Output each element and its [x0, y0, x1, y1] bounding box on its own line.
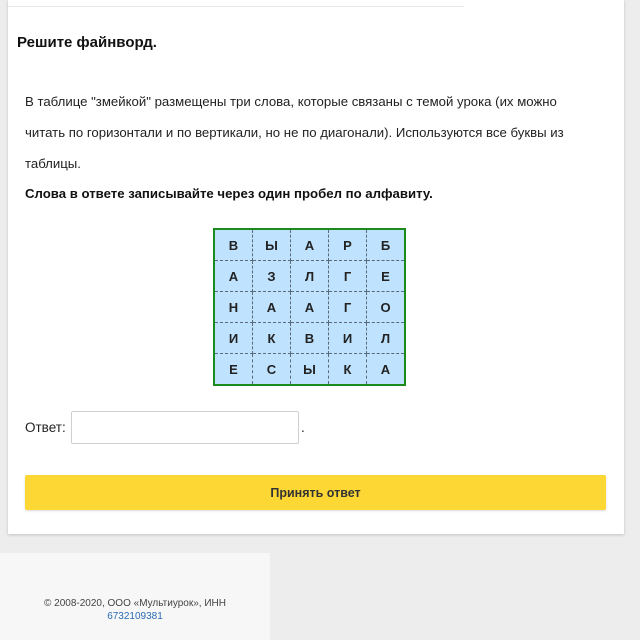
grid-cell: В — [214, 229, 253, 261]
grid-cell: А — [214, 261, 253, 292]
footer-copyright: © 2008-2020, ООО «Мультиурок», ИНН — [44, 598, 226, 609]
answer-label: Ответ: — [25, 420, 66, 435]
grid-cell: К — [329, 354, 367, 386]
footer — [0, 553, 270, 640]
grid-cell: В — [291, 323, 329, 354]
grid-row — [214, 292, 405, 323]
answer-suffix: . — [301, 420, 305, 435]
grid-cell: Л — [367, 323, 406, 354]
grid-cell: Н — [214, 292, 253, 323]
task-description: В таблице "змейкой" размещены три слова, которые связаны с темой урока (их можно читать по горизонтали и по вертикали, но не по диагонали). Используются все буквы из таблицы. — [25, 94, 564, 171]
grid-cell: К — [253, 323, 291, 354]
grid-cell: И — [214, 323, 253, 354]
grid-cell: А — [291, 229, 329, 261]
task-card — [8, 0, 624, 534]
grid-cell: Е — [214, 354, 253, 386]
grid-cell: О — [367, 292, 406, 323]
fillword-grid — [213, 228, 406, 386]
grid-cell: Г — [329, 261, 367, 292]
grid-cell: Р — [329, 229, 367, 261]
grid-cell: Л — [291, 261, 329, 292]
grid-cell: И — [329, 323, 367, 354]
grid-cell: Б — [367, 229, 406, 261]
grid-cell: А — [291, 292, 329, 323]
divider — [8, 6, 464, 7]
grid-cell: Ы — [291, 354, 329, 386]
grid-cell: Е — [367, 261, 406, 292]
footer-inn-link[interactable]: 6732109381 — [107, 611, 163, 622]
task-instruction: Слова в ответе записывайте через один пробел по алфавиту. — [25, 186, 433, 201]
task-title: Решите файнворд. — [17, 34, 157, 51]
grid-cell: Ы — [253, 229, 291, 261]
footer-text — [0, 597, 270, 623]
submit-answer-button[interactable]: Принять ответ — [25, 475, 606, 510]
answer-input[interactable] — [71, 411, 299, 444]
grid-cell: З — [253, 261, 291, 292]
grid-row — [214, 354, 405, 386]
grid-row — [214, 323, 405, 354]
grid-cell: А — [367, 354, 406, 386]
grid-cell: С — [253, 354, 291, 386]
grid-cell: Г — [329, 292, 367, 323]
grid-cell: А — [253, 292, 291, 323]
grid-row — [214, 261, 405, 292]
grid-row — [214, 229, 405, 261]
